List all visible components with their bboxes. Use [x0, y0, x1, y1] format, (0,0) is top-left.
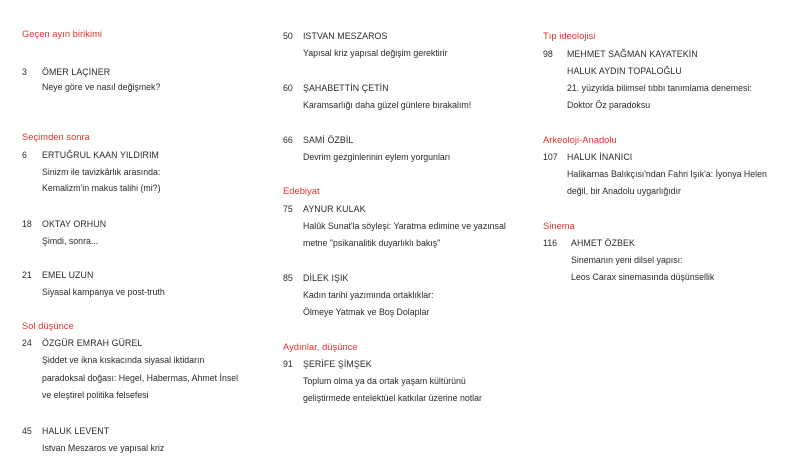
article-title: Ölmeye Yatmak ve Boş Dolaplar: [303, 307, 430, 317]
article-title: Devrim gezginlerinin eylem yorgunları: [303, 152, 451, 162]
article-title: ve eleştirel politika felsefesi: [42, 390, 149, 400]
author-name: ŞAHABETTİN ÇETİN: [303, 83, 389, 93]
page-number: 18: [22, 219, 32, 229]
section-heading: Edebiyat: [283, 186, 320, 196]
author-name: OKTAY ORHUN: [42, 219, 107, 229]
article-title: Sinizm ile tavizkârlık arasında:: [42, 167, 161, 177]
article-title: Yapısal kriz yapısal değişim gerektirir: [303, 48, 448, 58]
article-title: Doktor Öz paradoksu: [567, 100, 651, 110]
page-number: 45: [22, 426, 32, 436]
page-number: 75: [283, 204, 293, 214]
section-heading: Tıp ideolojisi: [543, 31, 596, 41]
article-title: Kadın tarihi yazımında ortaklıklar:: [303, 290, 434, 300]
author-name: HALUK LEVENT: [42, 426, 110, 436]
page-number: 116: [543, 238, 558, 248]
article-title: Halûk Sunat'la söyleşi: Yaratma edimine ve yazınsal: [303, 221, 506, 231]
section-heading: Aydınlar, düşünce: [283, 342, 358, 352]
article-title: metne "psikanalitik duyarlıklı bakış": [303, 238, 441, 248]
page-number: 91: [283, 359, 293, 369]
page-number: 24: [22, 338, 32, 348]
author-name: ÖMER LAÇİNER: [42, 67, 111, 77]
section-heading: Arkeoloji-Anadolu: [543, 135, 617, 145]
article-title: Istvan Meszaros ve yapısal kriz: [42, 443, 165, 453]
page-number: 107: [543, 152, 558, 162]
author-name: AYNUR KULAK: [303, 204, 366, 214]
article-title: Sinemanın yeni dilsel yapısı:: [571, 255, 683, 265]
article-title: Şimdi, sonra...: [42, 236, 99, 246]
page-number: 3: [22, 67, 27, 77]
article-title: Halikarnas Balıkçısı'ndan Fahri Işık'a: İyonya Helen: [567, 169, 767, 179]
page-number: 6: [22, 150, 27, 160]
section-heading: Seçimden sonra: [22, 132, 90, 142]
author-name: ERTUĞRUL KAAN YILDIRIM: [42, 150, 159, 160]
article-title: paradoksal doğası: Hegel, Habermas, Ahmet İnsel: [42, 373, 239, 383]
article-title: Leos Carax sinemasında düşünsellik: [571, 272, 715, 282]
article-title: Şiddet ve ikna kıskacında siyasal iktidarın: [42, 355, 205, 365]
article-title: 21. yüzyılda bilimsel tıbbı tanımlama denemesi:: [567, 83, 752, 93]
page-number: 60: [283, 83, 293, 93]
author-name: ŞERİFE ŞİMŞEK: [303, 359, 372, 369]
article-title: değil, bir Anadolu uygarlığıdır: [567, 186, 681, 196]
section-heading: Sol düşünce: [22, 321, 74, 331]
author-name: DİLEK IŞIK: [303, 273, 349, 283]
article-title: Siyasal kampanya ve post-truth: [42, 287, 165, 297]
article-title: Kemalizm'in makus talihi (mi?): [42, 183, 161, 193]
author-name: ISTVAN MESZAROS: [303, 31, 388, 41]
author-name: MEHMET SAĞMAN KAYATEKİN: [567, 49, 698, 59]
page-number: 50: [283, 31, 293, 41]
author-name: HALUK İNANICI: [567, 152, 633, 162]
page-number: 21: [22, 270, 32, 280]
page-number: 85: [283, 273, 293, 283]
article-title: geliştirmede entelektüel katkılar üzerine notlar: [303, 393, 482, 403]
author-name: ÖZGÜR EMRAH GÜREL: [42, 338, 143, 348]
author-name: SAMİ ÖZBİL: [303, 135, 354, 145]
section-heading: Sinema: [543, 221, 575, 231]
section-heading: Geçen ayın birikimi: [22, 29, 103, 39]
article-title: Toplum olma ya da ortak yaşam kültürünü: [303, 376, 466, 386]
article-title: Neye göre ve nasıl değişmek?: [42, 82, 161, 92]
author-name: EMEL UZUN: [42, 270, 94, 280]
page-number: 98: [543, 49, 553, 59]
article-title: Karamsarlığı daha güzel günlere bırakalım!: [303, 100, 472, 110]
author-name: HALUK AYDIN TOPALOĞLU: [567, 66, 682, 76]
page-number: 66: [283, 135, 293, 145]
author-name: AHMET ÖZBEK: [571, 238, 635, 248]
